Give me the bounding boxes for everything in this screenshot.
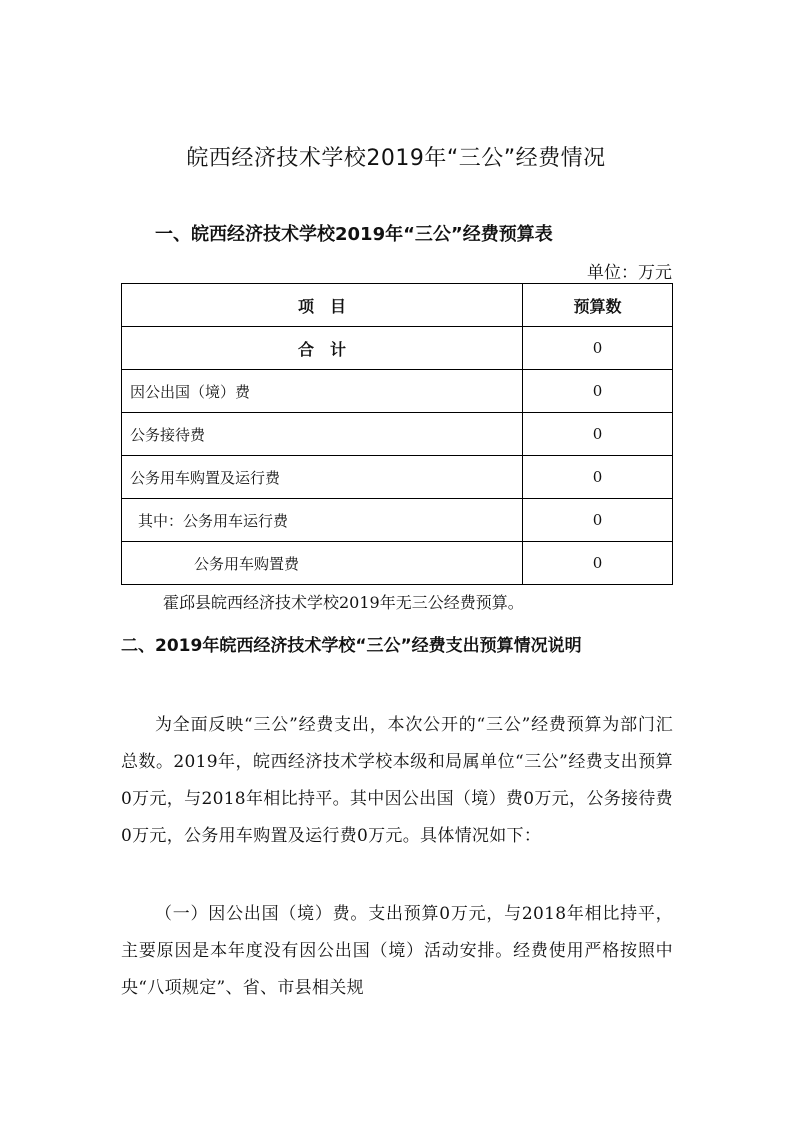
table-row [122, 327, 673, 370]
row-label: 其中：公务用车运行费 [122, 499, 523, 542]
row-value: 0 [523, 456, 673, 499]
header-item: 项 目 [122, 284, 523, 327]
unit-label: 单位：万元 [587, 263, 672, 283]
table-row [122, 370, 673, 413]
row-label: 因公出国（境）费 [122, 370, 523, 413]
table-row [122, 499, 673, 542]
paragraph: （一）因公出国（境）费。支出预算0万元，与2018年相比持平，主要原因是本年度没有因公出国（境）活动安排。经费使用严格按照中央“八项规定”、省、市县相关规 [121, 904, 673, 998]
row-value: 0 [523, 542, 673, 585]
section2-heading: 二、2019年皖西经济技术学校“三公”经费支出预算情况说明 [121, 636, 582, 656]
table-row [122, 542, 673, 585]
header-budget: 预算数 [523, 284, 673, 327]
row-label: 公务用车购置费 [122, 542, 523, 585]
table-row [122, 413, 673, 456]
table-row [122, 456, 673, 499]
section1-heading: 一、皖西经济技术学校2019年“三公”经费预算表 [155, 224, 553, 245]
row-label: 公务接待费 [122, 413, 523, 456]
row-value: 0 [523, 370, 673, 413]
table-header-row [122, 284, 673, 327]
row-total-label: 合 计 [122, 327, 523, 370]
paragraph: 为全面反映“三公”经费支出，本次公开的“三公”经费预算为部门汇总数。2019年，皖西经济技术学校本级和局属单位“三公”经费支出预算0万元，与2018年相比持平。其中因公出国（境）费0万元，公务接待费0万元，公务用车购置及运行费0万元。具体情况如下： [121, 715, 673, 846]
row-total-value: 0 [523, 327, 673, 370]
budget-table [121, 283, 673, 585]
row-value: 0 [523, 413, 673, 456]
table-note: 霍邱县皖西经济技术学校2019年无三公经费预算。 [163, 593, 524, 612]
row-label: 公务用车购置及运行费 [122, 456, 523, 499]
page-title: 皖西经济技术学校2019年“三公”经费情况 [186, 146, 606, 171]
row-value: 0 [523, 499, 673, 542]
